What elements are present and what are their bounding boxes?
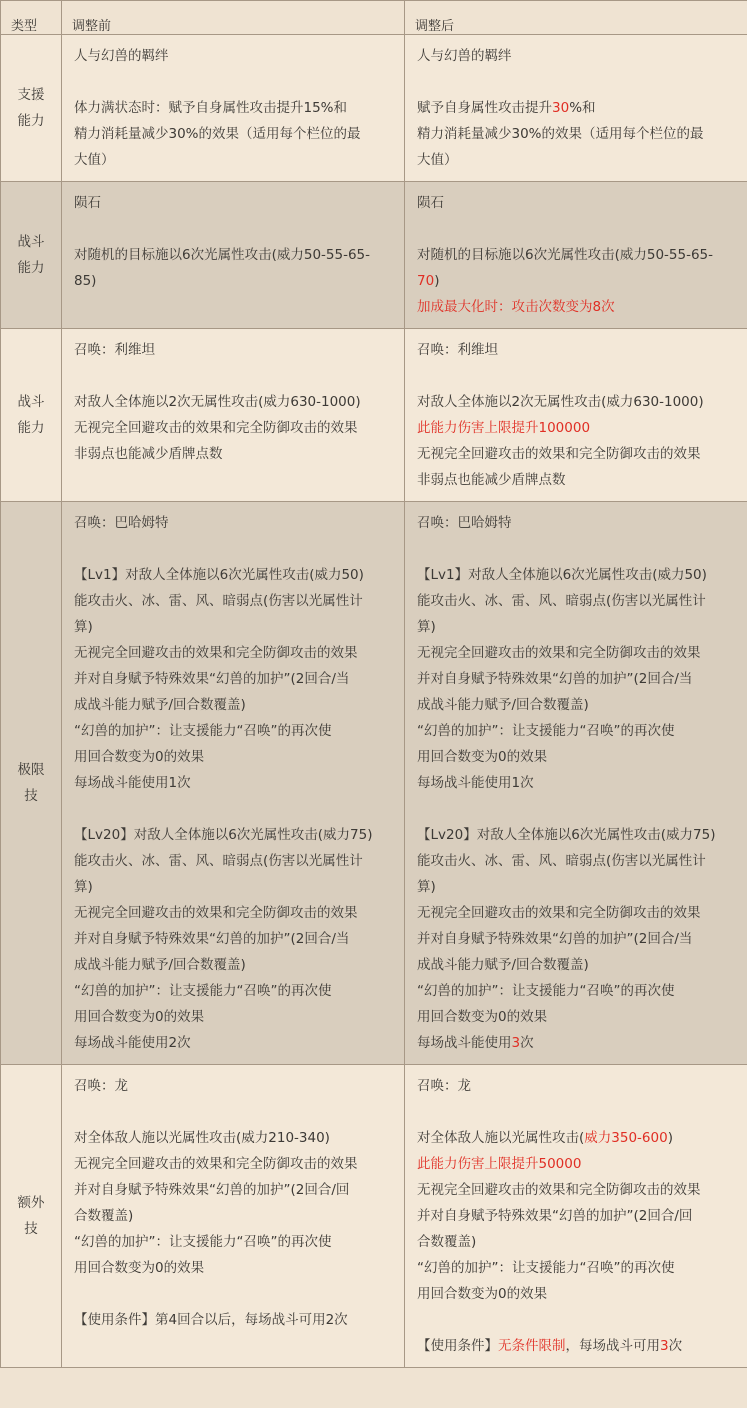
text-segment: 能攻击火、冰、雷、风、暗弱点(伤害以光属性计 [417, 853, 706, 869]
type-cell [1, 1065, 62, 1368]
text-segment: 召唤：巴哈姆特 [74, 515, 169, 531]
blank-line [74, 216, 392, 242]
highlight-text: 70 [417, 273, 435, 289]
text-line [417, 1030, 735, 1056]
text-segment: 并对自身赋予特殊效果“幻兽的加护”(2回合/回 [417, 1208, 693, 1224]
type-cell [1, 182, 62, 329]
text-line [74, 190, 392, 216]
text-line [74, 43, 392, 69]
blank-line [74, 536, 392, 562]
text-line [417, 900, 735, 926]
text-segment: ) [667, 1130, 673, 1146]
text-segment: 用回合数变为0的效果 [74, 749, 205, 765]
text-line [417, 588, 735, 614]
text-line [74, 1229, 392, 1255]
text-segment: 成战斗能力赋予/回合数覆盖) [74, 957, 246, 973]
text-segment: 无视完全回避攻击的效果和完全防御攻击的效果 [74, 645, 358, 661]
text-segment: 用回合数变为0的效果 [417, 749, 548, 765]
text-line [417, 744, 735, 770]
text-line [74, 666, 392, 692]
text-segment: 合数覆盖) [417, 1234, 477, 1250]
text-segment: 非弱点也能减少盾牌点数 [74, 446, 223, 462]
text-segment: 无视完全回避攻击的效果和完全防御攻击的效果 [74, 420, 358, 436]
text-segment: 体力满状态时：赋予自身属性攻击提升15%和 [74, 100, 348, 116]
before-cell [62, 1065, 405, 1368]
text-segment: 人与幻兽的羁绊 [74, 48, 169, 64]
text-segment: 精力消耗量减少30%的效果（适用每个栏位的最 [417, 126, 704, 142]
text-segment: 大值） [74, 152, 115, 168]
text-line [74, 640, 392, 666]
text-segment: %和 [569, 100, 596, 116]
text-segment: 能攻击火、冰、雷、风、暗弱点(伤害以光属性计 [417, 593, 706, 609]
blank-line [74, 796, 392, 822]
text-line [74, 614, 392, 640]
text-line [417, 510, 735, 536]
text-line [417, 294, 735, 320]
header-before: 调整前 [62, 1, 405, 35]
text-line [417, 874, 735, 900]
text-segment: 【Lv20】对敌人全体施以6次光属性攻击(威力75) [417, 827, 716, 843]
text-segment: 用回合数变为0的效果 [74, 1009, 205, 1025]
text-line [417, 770, 735, 796]
text-segment: 对敌人全体施以2次无属性攻击(威力630-1000) [74, 394, 361, 410]
text-line [74, 337, 392, 363]
after-cell [405, 502, 747, 1065]
blank-line [417, 796, 735, 822]
text-line [417, 614, 735, 640]
text-line [417, 242, 735, 268]
text-segment: 【Lv20】对敌人全体施以6次光属性攻击(威力75) [74, 827, 373, 843]
text-line [74, 1307, 392, 1333]
text-line [74, 1125, 392, 1151]
blank-line [74, 1281, 392, 1307]
text-segment: 【使用条件】第4回合以后，每场战斗可用2次 [74, 1312, 348, 1328]
text-segment: 人与幻兽的羁绊 [417, 48, 512, 64]
text-line [417, 666, 735, 692]
text-line [74, 926, 392, 952]
blank-line [417, 536, 735, 562]
text-line [417, 848, 735, 874]
text-segment: 对全体敌人施以光属性攻击(威力210-340) [74, 1130, 330, 1146]
type-label-line: 能力 [17, 260, 45, 276]
text-segment: 并对自身赋予特殊效果“幻兽的加护”(2回合/当 [417, 671, 693, 687]
text-line [417, 337, 735, 363]
text-segment: “幻兽的加护”：让支援能力“召唤”的再次使 [417, 1260, 675, 1276]
text-segment: 成战斗能力赋予/回合数覆盖) [417, 957, 589, 973]
text-line [417, 640, 735, 666]
text-segment: 并对自身赋予特殊效果“幻兽的加护”(2回合/当 [74, 671, 350, 687]
blank-line [417, 363, 735, 389]
text-line [417, 718, 735, 744]
text-segment: “幻兽的加护”：让支援能力“召唤”的再次使 [74, 983, 332, 999]
after-cell [405, 182, 747, 329]
before-cell [62, 182, 405, 329]
text-segment: 无视完全回避攻击的效果和完全防御攻击的效果 [417, 1182, 701, 1198]
text-line [417, 952, 735, 978]
text-segment: 用回合数变为0的效果 [417, 1286, 548, 1302]
highlight-text: 无条件限制 [498, 1338, 566, 1354]
text-line [417, 822, 735, 848]
text-line [74, 744, 392, 770]
text-segment: 用回合数变为0的效果 [417, 1009, 548, 1025]
before-cell [62, 502, 405, 1065]
text-segment: 召唤：利维坦 [74, 342, 155, 358]
text-line [74, 978, 392, 1004]
before-cell [62, 329, 405, 502]
text-line [74, 692, 392, 718]
text-line [417, 389, 735, 415]
text-line [74, 1177, 392, 1203]
text-segment: 并对自身赋予特殊效果“幻兽的加护”(2回合/当 [417, 931, 693, 947]
table-row [1, 502, 747, 1065]
text-line [74, 1151, 392, 1177]
text-line [417, 1229, 735, 1255]
text-segment: 无视完全回避攻击的效果和完全防御攻击的效果 [417, 446, 701, 462]
text-segment: 对敌人全体施以2次无属性攻击(威力630-1000) [417, 394, 704, 410]
text-line [74, 121, 392, 147]
type-label-line: 能力 [17, 113, 45, 129]
text-segment: 每场战斗能使用1次 [417, 775, 534, 791]
text-line [417, 1004, 735, 1030]
text-line [417, 147, 735, 173]
blank-line [74, 69, 392, 95]
text-line [74, 900, 392, 926]
type-label-line: 战斗 [17, 234, 45, 250]
table-row [1, 182, 747, 329]
text-line [417, 978, 735, 1004]
text-segment: 用回合数变为0的效果 [74, 1260, 205, 1276]
text-segment: 成战斗能力赋予/回合数覆盖) [417, 697, 589, 713]
text-segment: 无视完全回避攻击的效果和完全防御攻击的效果 [417, 645, 701, 661]
text-segment: 并对自身赋予特殊效果“幻兽的加护”(2回合/回 [74, 1182, 350, 1198]
text-segment: 每场战斗能使用 [417, 1035, 512, 1051]
text-line [417, 467, 735, 493]
header-row [1, 1, 747, 35]
text-segment: 并对自身赋予特殊效果“幻兽的加护”(2回合/当 [74, 931, 350, 947]
text-line [417, 1203, 735, 1229]
type-label-line: 能力 [17, 420, 45, 436]
text-line [74, 588, 392, 614]
type-cell [1, 35, 62, 182]
text-line [417, 1151, 735, 1177]
text-segment: “幻兽的加护”：让支援能力“召唤”的再次使 [417, 723, 675, 739]
text-line [74, 822, 392, 848]
highlight-text: 加成最大化时：攻击次数变为8次 [417, 299, 615, 315]
text-segment: 召唤：巴哈姆特 [417, 515, 512, 531]
text-segment: 无视完全回避攻击的效果和完全防御攻击的效果 [74, 1156, 358, 1172]
text-segment: ，每场战斗可用 [565, 1338, 660, 1354]
text-line [74, 874, 392, 900]
text-segment: 次 [520, 1035, 534, 1051]
text-line [74, 147, 392, 173]
highlight-text: 威力350-600 [584, 1130, 668, 1146]
text-segment: 【使用条件】 [417, 1338, 498, 1354]
table-row [1, 1065, 747, 1368]
text-line [417, 1281, 735, 1307]
text-line [74, 389, 392, 415]
text-segment: 每场战斗能使用1次 [74, 775, 191, 791]
text-segment: 无视完全回避攻击的效果和完全防御攻击的效果 [417, 905, 701, 921]
text-line [74, 1203, 392, 1229]
blank-line [74, 1099, 392, 1125]
after-cell [405, 1065, 747, 1368]
text-segment: 陨石 [417, 195, 444, 211]
text-segment: 次 [668, 1338, 683, 1354]
text-segment: “幻兽的加护”：让支援能力“召唤”的再次使 [74, 1234, 332, 1250]
highlight-text: 3 [511, 1035, 521, 1051]
blank-line [417, 1099, 735, 1125]
text-line [417, 692, 735, 718]
text-line [74, 441, 392, 467]
text-line [417, 43, 735, 69]
text-line [74, 1073, 392, 1099]
text-segment: 能攻击火、冰、雷、风、暗弱点(伤害以光属性计 [74, 593, 363, 609]
text-segment: 召唤：龙 [417, 1078, 471, 1094]
highlight-text: 30 [552, 100, 570, 116]
blank-line [74, 363, 392, 389]
text-segment: “幻兽的加护”：让支援能力“召唤”的再次使 [417, 983, 675, 999]
blank-line [417, 1307, 735, 1333]
text-line [74, 1004, 392, 1030]
text-segment: 算) [417, 619, 436, 635]
text-line [417, 441, 735, 467]
table-row [1, 329, 747, 502]
text-line [74, 510, 392, 536]
text-line [417, 562, 735, 588]
text-segment: 每场战斗能使用2次 [74, 1035, 191, 1051]
text-line [74, 718, 392, 744]
text-segment: 合数覆盖) [74, 1208, 134, 1224]
text-line [74, 1030, 392, 1056]
text-segment: 赋予自身属性攻击提升 [417, 100, 552, 116]
text-line [74, 415, 392, 441]
text-line [417, 121, 735, 147]
highlight-text: 此能力伤害上限提升100000 [417, 420, 591, 436]
text-line [74, 95, 392, 121]
blank-line [417, 216, 735, 242]
text-line [417, 95, 735, 121]
header-type: 类型 [1, 1, 62, 35]
text-segment: “幻兽的加护”：让支援能力“召唤”的再次使 [74, 723, 332, 739]
text-segment: 算) [74, 619, 93, 635]
text-segment: 算) [74, 879, 93, 895]
table-row [1, 35, 747, 182]
highlight-text: 此能力伤害上限提升50000 [417, 1156, 582, 1172]
text-segment: 精力消耗量减少30%的效果（适用每个栏位的最 [74, 126, 361, 142]
text-segment: 非弱点也能减少盾牌点数 [417, 472, 566, 488]
type-label-line: 战斗 [17, 394, 45, 410]
blank-line [417, 69, 735, 95]
text-line [74, 268, 392, 294]
type-label-line: 技 [24, 1221, 38, 1237]
text-line [417, 1177, 735, 1203]
type-cell [1, 502, 62, 1065]
type-label-line: 极限 [17, 762, 45, 778]
text-line [417, 1125, 735, 1151]
after-cell [405, 35, 747, 182]
text-segment: 对全体敌人施以光属性攻击( [417, 1130, 585, 1146]
text-line [74, 1255, 392, 1281]
type-label-line: 额外 [17, 1195, 45, 1211]
text-segment: 【Lv1】对敌人全体施以6次光属性攻击(威力50) [417, 567, 707, 583]
text-segment: ) [434, 273, 440, 289]
text-line [417, 190, 735, 216]
text-segment: 大值） [417, 152, 458, 168]
text-line [74, 562, 392, 588]
text-line [417, 268, 735, 294]
type-label-line: 支援 [17, 87, 45, 103]
after-cell [405, 329, 747, 502]
header-after: 调整后 [405, 1, 747, 35]
text-segment: 陨石 [74, 195, 101, 211]
text-line [74, 848, 392, 874]
text-line [417, 1333, 735, 1359]
text-segment: 对随机的目标施以6次光属性攻击(威力50-55-65- [74, 247, 371, 263]
text-line [417, 926, 735, 952]
text-segment: 召唤：利维坦 [417, 342, 498, 358]
highlight-text: 3 [660, 1338, 669, 1354]
text-segment: 成战斗能力赋予/回合数覆盖) [74, 697, 246, 713]
before-cell [62, 35, 405, 182]
text-segment: 能攻击火、冰、雷、风、暗弱点(伤害以光属性计 [74, 853, 363, 869]
text-line [417, 415, 735, 441]
type-cell [1, 329, 62, 502]
text-line [417, 1255, 735, 1281]
text-line [74, 242, 392, 268]
text-line [74, 770, 392, 796]
text-segment: 无视完全回避攻击的效果和完全防御攻击的效果 [74, 905, 358, 921]
text-segment: 对随机的目标施以6次光属性攻击(威力50-55-65- [417, 247, 714, 263]
text-segment: 召唤：龙 [74, 1078, 128, 1094]
text-segment: 【Lv1】对敌人全体施以6次光属性攻击(威力50) [74, 567, 364, 583]
text-line [417, 1073, 735, 1099]
type-label-line: 技 [24, 788, 38, 804]
text-segment: 算) [417, 879, 436, 895]
text-segment: 85) [74, 273, 97, 289]
text-line [74, 952, 392, 978]
